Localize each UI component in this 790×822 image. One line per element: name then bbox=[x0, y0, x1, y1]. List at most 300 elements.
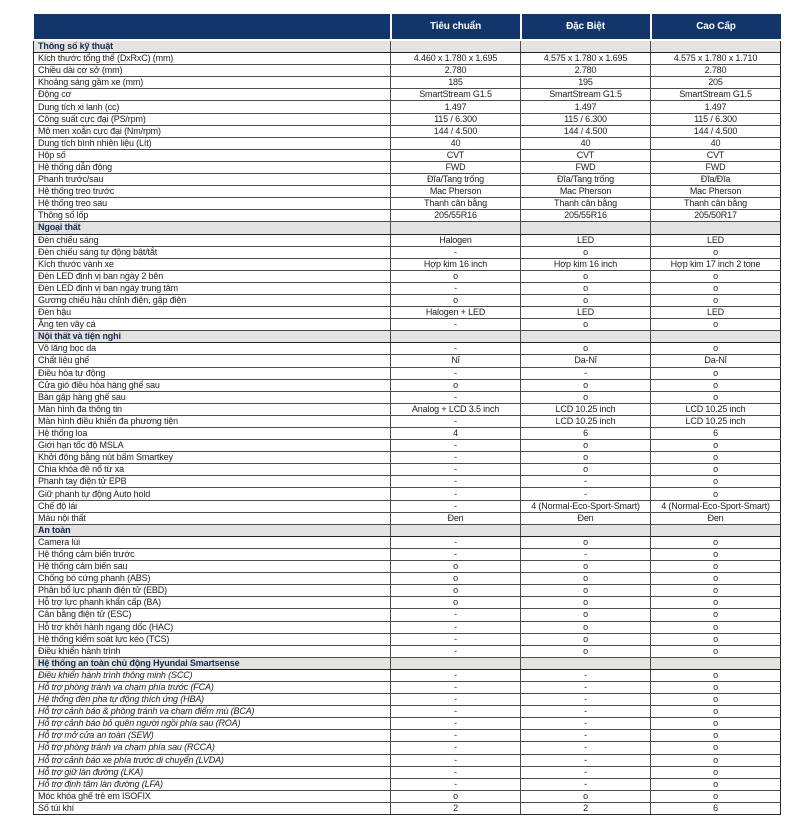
spec-value: o bbox=[651, 742, 781, 754]
spec-label: Màn hình đa thông tin bbox=[34, 403, 391, 415]
spec-row bbox=[34, 355, 781, 367]
spec-row bbox=[34, 258, 781, 270]
spec-value: o bbox=[651, 609, 781, 621]
spec-value: 115 / 6.300 bbox=[651, 113, 781, 125]
spec-value: 205/50R17 bbox=[651, 210, 781, 222]
spec-label: Khoảng sáng gầm xe (mm) bbox=[34, 77, 391, 89]
section-empty-cell bbox=[521, 657, 651, 669]
spec-value: 1.497 bbox=[391, 101, 521, 113]
spec-value: o bbox=[521, 270, 651, 282]
spec-row bbox=[34, 561, 781, 573]
spec-label: Vô lăng bọc da bbox=[34, 343, 391, 355]
spec-value: o bbox=[521, 391, 651, 403]
spec-value: LCD 10.25 inch bbox=[521, 415, 651, 427]
spec-value: o bbox=[391, 294, 521, 306]
spec-row bbox=[34, 681, 781, 693]
spec-label: Hỗ trợ lực phanh khẩn cấp (BA) bbox=[34, 597, 391, 609]
spec-value: o bbox=[651, 536, 781, 548]
spec-row bbox=[34, 754, 781, 766]
spec-table bbox=[33, 14, 781, 815]
spec-row bbox=[34, 415, 781, 427]
spec-value: o bbox=[651, 367, 781, 379]
spec-value: o bbox=[391, 561, 521, 573]
spec-value: o bbox=[391, 790, 521, 802]
spec-value: - bbox=[521, 754, 651, 766]
spec-label: Cân bằng điện tử (ESC) bbox=[34, 609, 391, 621]
spec-value: - bbox=[521, 681, 651, 693]
spec-value: 144 / 4.500 bbox=[651, 125, 781, 137]
section-empty-cell bbox=[651, 524, 781, 536]
spec-label: Màn hình điều khiển đa phương tiện bbox=[34, 415, 391, 427]
spec-row bbox=[34, 464, 781, 476]
spec-value: LCD 10.25 inch bbox=[651, 415, 781, 427]
spec-value: FWD bbox=[651, 161, 781, 173]
spec-value: - bbox=[521, 778, 651, 790]
spec-value: - bbox=[391, 415, 521, 427]
spec-label: Khởi động bằng nút bấm Smartkey bbox=[34, 452, 391, 464]
header-col-premium: Cao Cấp bbox=[651, 14, 781, 40]
spec-row bbox=[34, 718, 781, 730]
spec-label: Động cơ bbox=[34, 89, 391, 101]
spec-value: - bbox=[391, 681, 521, 693]
spec-value: Thanh cân bằng bbox=[391, 198, 521, 210]
spec-value: Hợp kim 17 inch 2 tone bbox=[651, 258, 781, 270]
section-empty-cell bbox=[651, 657, 781, 669]
spec-value: o bbox=[651, 766, 781, 778]
spec-value: 4.575 x 1.780 x 1.695 bbox=[521, 53, 651, 65]
spec-row bbox=[34, 270, 781, 282]
spec-value: Thanh cân bằng bbox=[521, 198, 651, 210]
spec-value: o bbox=[651, 621, 781, 633]
spec-row bbox=[34, 234, 781, 246]
spec-row bbox=[34, 53, 781, 65]
spec-value: - bbox=[391, 742, 521, 754]
spec-value: 2 bbox=[521, 802, 651, 814]
spec-value: 144 / 4.500 bbox=[521, 125, 651, 137]
spec-row bbox=[34, 706, 781, 718]
spec-value: Analog + LCD 3.5 inch bbox=[391, 403, 521, 415]
spec-row bbox=[34, 730, 781, 742]
spec-value: 6 bbox=[521, 428, 651, 440]
spec-row bbox=[34, 246, 781, 258]
spec-value: o bbox=[521, 319, 651, 331]
spec-value: SmartStream G1.5 bbox=[391, 89, 521, 101]
section-title: Thông số kỹ thuật bbox=[34, 40, 391, 53]
section-empty-cell bbox=[521, 40, 651, 53]
spec-label: Hỗ trợ cảnh báo bỏ quên người ngồi phía sau (ROA) bbox=[34, 718, 391, 730]
spec-row bbox=[34, 125, 781, 137]
spec-value: - bbox=[391, 766, 521, 778]
spec-label: Hệ thống kiểm soát lực kéo (TCS) bbox=[34, 633, 391, 645]
spec-row bbox=[34, 149, 781, 161]
spec-value: Mac Pherson bbox=[391, 186, 521, 198]
spec-value: - bbox=[391, 282, 521, 294]
spec-value: 2.780 bbox=[521, 65, 651, 77]
spec-value: 205/55R16 bbox=[391, 210, 521, 222]
spec-value: Mac Pherson bbox=[651, 186, 781, 198]
spec-value: 40 bbox=[521, 137, 651, 149]
spec-row bbox=[34, 294, 781, 306]
spec-row bbox=[34, 609, 781, 621]
spec-label: Số túi khí bbox=[34, 802, 391, 814]
spec-row bbox=[34, 536, 781, 548]
spec-value: o bbox=[521, 561, 651, 573]
section-title: An toàn bbox=[34, 524, 391, 536]
spec-value: - bbox=[391, 730, 521, 742]
spec-label: Hệ thống loa bbox=[34, 428, 391, 440]
spec-label: Đèn LED định vị ban ngày 2 bên bbox=[34, 270, 391, 282]
spec-value: - bbox=[521, 367, 651, 379]
spec-value: 195 bbox=[521, 77, 651, 89]
spec-value: 115 / 6.300 bbox=[521, 113, 651, 125]
spec-label: Đèn chiếu sáng tự động bật/tắt bbox=[34, 246, 391, 258]
spec-row bbox=[34, 512, 781, 524]
spec-value: Đen bbox=[391, 512, 521, 524]
spec-value: o bbox=[521, 645, 651, 657]
spec-label: Phân bổ lực phanh điện tử (EBD) bbox=[34, 585, 391, 597]
spec-value: - bbox=[391, 645, 521, 657]
spec-label: Phanh tay điện tử EPB bbox=[34, 476, 391, 488]
section-title: Hệ thống an toàn chủ động Hyundai Smartsense bbox=[34, 657, 391, 669]
spec-label: Điều khiển hành trình thông minh (SCC) bbox=[34, 669, 391, 681]
spec-value: o bbox=[521, 573, 651, 585]
section-empty-cell bbox=[521, 524, 651, 536]
spec-row bbox=[34, 440, 781, 452]
spec-value: 4.575 x 1.780 x 1.710 bbox=[651, 53, 781, 65]
spec-value: CVT bbox=[391, 149, 521, 161]
spec-label: Chiều dài cơ sở (mm) bbox=[34, 65, 391, 77]
spec-row bbox=[34, 65, 781, 77]
spec-row bbox=[34, 573, 781, 585]
spec-value: o bbox=[521, 452, 651, 464]
spec-value: - bbox=[391, 669, 521, 681]
spec-label: Chìa khóa đề nổ từ xa bbox=[34, 464, 391, 476]
spec-value: Halogen bbox=[391, 234, 521, 246]
spec-row bbox=[34, 428, 781, 440]
spec-value: - bbox=[521, 476, 651, 488]
spec-label: Hỗ trợ giữ làn đường (LKA) bbox=[34, 766, 391, 778]
spec-value: - bbox=[391, 464, 521, 476]
spec-value: LED bbox=[521, 234, 651, 246]
spec-value: 1.497 bbox=[521, 101, 651, 113]
spec-value: o bbox=[521, 585, 651, 597]
spec-value: Halogen + LED bbox=[391, 307, 521, 319]
spec-value: - bbox=[521, 694, 651, 706]
spec-value: LED bbox=[651, 307, 781, 319]
spec-value: o bbox=[651, 669, 781, 681]
spec-row bbox=[34, 790, 781, 802]
spec-label: Đèn LED định vị ban ngày trung tâm bbox=[34, 282, 391, 294]
spec-row bbox=[34, 452, 781, 464]
spec-value: o bbox=[521, 379, 651, 391]
spec-value: Mac Pherson bbox=[521, 186, 651, 198]
spec-row bbox=[34, 113, 781, 125]
spec-label: Hỗ trợ cảnh báo xe phía trước di chuyển (LVDA) bbox=[34, 754, 391, 766]
spec-value: - bbox=[391, 718, 521, 730]
spec-row bbox=[34, 282, 781, 294]
spec-row bbox=[34, 174, 781, 186]
spec-value: o bbox=[651, 464, 781, 476]
spec-label: Chống bó cứng phanh (ABS) bbox=[34, 573, 391, 585]
spec-row bbox=[34, 319, 781, 331]
spec-row bbox=[34, 161, 781, 173]
spec-value: - bbox=[391, 488, 521, 500]
spec-table-body bbox=[34, 40, 781, 815]
spec-value: o bbox=[521, 464, 651, 476]
spec-label: Mô men xoắn cực đại (Nm/rpm) bbox=[34, 125, 391, 137]
section-row bbox=[34, 524, 781, 536]
spec-value: o bbox=[391, 379, 521, 391]
spec-value: o bbox=[651, 778, 781, 790]
section-empty-cell bbox=[521, 331, 651, 343]
spec-value: 185 bbox=[391, 77, 521, 89]
spec-value: Đĩa/Đĩa bbox=[651, 174, 781, 186]
spec-label: Công suất cực đại (PS/rpm) bbox=[34, 113, 391, 125]
spec-value: o bbox=[651, 282, 781, 294]
spec-value: o bbox=[521, 621, 651, 633]
section-row bbox=[34, 331, 781, 343]
spec-value: o bbox=[391, 573, 521, 585]
spec-value: 205 bbox=[651, 77, 781, 89]
spec-value: 2 bbox=[391, 802, 521, 814]
spec-value: - bbox=[521, 718, 651, 730]
section-row bbox=[34, 222, 781, 234]
spec-label: Thông số lốp bbox=[34, 210, 391, 222]
spec-value: Đen bbox=[521, 512, 651, 524]
spec-value: o bbox=[651, 270, 781, 282]
spec-value: - bbox=[391, 754, 521, 766]
spec-value: - bbox=[391, 246, 521, 258]
spec-value: - bbox=[391, 476, 521, 488]
spec-value: 115 / 6.300 bbox=[391, 113, 521, 125]
spec-value: - bbox=[391, 633, 521, 645]
spec-value: - bbox=[521, 669, 651, 681]
spec-value: o bbox=[651, 681, 781, 693]
spec-value: 1.497 bbox=[651, 101, 781, 113]
spec-value: Hợp kim 16 inch bbox=[521, 258, 651, 270]
section-empty-cell bbox=[391, 657, 521, 669]
spec-value: 40 bbox=[391, 137, 521, 149]
spec-value: - bbox=[521, 742, 651, 754]
spec-value: Da-Nỉ bbox=[521, 355, 651, 367]
spec-label: Hỗ trợ định tâm làn đường (LFA) bbox=[34, 778, 391, 790]
spec-value: o bbox=[651, 730, 781, 742]
spec-value: o bbox=[651, 440, 781, 452]
spec-label: Hệ thống cảm biến sau bbox=[34, 561, 391, 573]
spec-value: LED bbox=[651, 234, 781, 246]
spec-value: 2.780 bbox=[651, 65, 781, 77]
spec-value: o bbox=[651, 585, 781, 597]
spec-value: o bbox=[651, 790, 781, 802]
spec-label: Chế độ lái bbox=[34, 500, 391, 512]
spec-label: Ăng ten vây cá bbox=[34, 319, 391, 331]
spec-value: 6 bbox=[651, 802, 781, 814]
spec-row bbox=[34, 669, 781, 681]
spec-label: Hỗ trợ khởi hành ngang dốc (HAC) bbox=[34, 621, 391, 633]
spec-label: Hộp số bbox=[34, 149, 391, 161]
spec-value: - bbox=[521, 730, 651, 742]
section-empty-cell bbox=[391, 40, 521, 53]
section-empty-cell bbox=[651, 331, 781, 343]
spec-label: Dung tích bình nhiên liệu (Lít) bbox=[34, 137, 391, 149]
spec-label: Đèn chiếu sáng bbox=[34, 234, 391, 246]
spec-label: Dung tích xi lanh (cc) bbox=[34, 101, 391, 113]
spec-row bbox=[34, 476, 781, 488]
spec-value: SmartStream G1.5 bbox=[521, 89, 651, 101]
spec-row bbox=[34, 77, 781, 89]
spec-value: LCD 10.25 inch bbox=[521, 403, 651, 415]
spec-value: - bbox=[391, 452, 521, 464]
spec-row bbox=[34, 391, 781, 403]
spec-value: o bbox=[651, 597, 781, 609]
spec-row bbox=[34, 500, 781, 512]
spec-label: Đèn hậu bbox=[34, 307, 391, 319]
spec-value: o bbox=[521, 633, 651, 645]
spec-label: Hỗ trợ phòng tránh va chạm phía trước (FCA) bbox=[34, 681, 391, 693]
spec-value: Đĩa/Tang trống bbox=[521, 174, 651, 186]
spec-label: Hỗ trợ cảnh báo & phòng tránh va chạm điểm mù (BCA) bbox=[34, 706, 391, 718]
section-row bbox=[34, 657, 781, 669]
spec-value: o bbox=[651, 548, 781, 560]
spec-value: - bbox=[391, 391, 521, 403]
spec-value: - bbox=[521, 766, 651, 778]
spec-label: Hỗ trợ phòng tránh va chạm phía sau (RCCA) bbox=[34, 742, 391, 754]
spec-value: o bbox=[651, 645, 781, 657]
spec-value: - bbox=[391, 343, 521, 355]
spec-value: o bbox=[651, 319, 781, 331]
spec-value: 40 bbox=[651, 137, 781, 149]
spec-value: FWD bbox=[391, 161, 521, 173]
spec-value: - bbox=[391, 440, 521, 452]
spec-value: CVT bbox=[651, 149, 781, 161]
spec-value: o bbox=[651, 633, 781, 645]
section-title: Nội thất và tiện nghi bbox=[34, 331, 391, 343]
spec-row bbox=[34, 403, 781, 415]
header-empty-cell bbox=[34, 14, 391, 40]
spec-value: SmartStream G1.5 bbox=[651, 89, 781, 101]
spec-value: o bbox=[651, 573, 781, 585]
spec-value: o bbox=[521, 282, 651, 294]
section-empty-cell bbox=[391, 331, 521, 343]
spec-label: Điều khiển hành trình bbox=[34, 645, 391, 657]
spec-row bbox=[34, 778, 781, 790]
spec-row bbox=[34, 367, 781, 379]
spec-value: o bbox=[391, 270, 521, 282]
spec-label: Cửa gió điều hòa hàng ghế sau bbox=[34, 379, 391, 391]
section-empty-cell bbox=[651, 222, 781, 234]
spec-table-header bbox=[34, 14, 781, 40]
spec-value: o bbox=[521, 609, 651, 621]
spec-row bbox=[34, 585, 781, 597]
spec-row bbox=[34, 621, 781, 633]
spec-value: - bbox=[391, 609, 521, 621]
spec-value: Hợp kim 16 inch bbox=[391, 258, 521, 270]
spec-value: Thanh cân bằng bbox=[651, 198, 781, 210]
spec-value: o bbox=[521, 790, 651, 802]
spec-label: Bàn gập hàng ghế sau bbox=[34, 391, 391, 403]
spec-value: 205/55R16 bbox=[521, 210, 651, 222]
spec-row bbox=[34, 548, 781, 560]
spec-value: o bbox=[391, 597, 521, 609]
section-empty-cell bbox=[651, 40, 781, 53]
spec-row bbox=[34, 343, 781, 355]
spec-label: Hệ thống cảm biến trước bbox=[34, 548, 391, 560]
spec-label: Hỗ trợ mở cửa an toàn (SEW) bbox=[34, 730, 391, 742]
spec-label: Giới hạn tốc độ MSLA bbox=[34, 440, 391, 452]
spec-row bbox=[34, 633, 781, 645]
spec-value: CVT bbox=[521, 149, 651, 161]
spec-label: Hệ thống treo trước bbox=[34, 186, 391, 198]
spec-value: o bbox=[651, 294, 781, 306]
spec-value: o bbox=[521, 597, 651, 609]
spec-row bbox=[34, 488, 781, 500]
spec-value: o bbox=[521, 246, 651, 258]
spec-value: 4.460 x 1.780 x 1.695 bbox=[391, 53, 521, 65]
section-empty-cell bbox=[391, 222, 521, 234]
spec-value: o bbox=[651, 246, 781, 258]
spec-row bbox=[34, 89, 781, 101]
spec-row bbox=[34, 186, 781, 198]
spec-label: Chất liệu ghế bbox=[34, 355, 391, 367]
spec-value: - bbox=[521, 706, 651, 718]
spec-label: Camera lùi bbox=[34, 536, 391, 548]
spec-value: o bbox=[521, 294, 651, 306]
spec-value: - bbox=[391, 500, 521, 512]
spec-value: 4 (Normal-Eco-Sport-Smart) bbox=[521, 500, 651, 512]
spec-value: Da-Nỉ bbox=[651, 355, 781, 367]
spec-value: o bbox=[651, 452, 781, 464]
spec-value: - bbox=[391, 706, 521, 718]
spec-row bbox=[34, 694, 781, 706]
spec-row bbox=[34, 379, 781, 391]
spec-label: Gương chiếu hậu chỉnh điện, gập điện bbox=[34, 294, 391, 306]
spec-row bbox=[34, 645, 781, 657]
spec-value: - bbox=[391, 778, 521, 790]
spec-value: - bbox=[391, 621, 521, 633]
spec-value: 6 bbox=[651, 428, 781, 440]
spec-value: - bbox=[391, 319, 521, 331]
spec-label: Phanh trước/sau bbox=[34, 174, 391, 186]
spec-row bbox=[34, 210, 781, 222]
section-empty-cell bbox=[391, 524, 521, 536]
spec-value: o bbox=[521, 343, 651, 355]
spec-value: o bbox=[651, 694, 781, 706]
spec-row bbox=[34, 137, 781, 149]
spec-row bbox=[34, 742, 781, 754]
spec-value: - bbox=[391, 536, 521, 548]
spec-label: Điều hòa tự động bbox=[34, 367, 391, 379]
spec-label: Móc khóa ghế trẻ em ISOFIX bbox=[34, 790, 391, 802]
spec-value: o bbox=[651, 706, 781, 718]
spec-value: o bbox=[651, 343, 781, 355]
spec-value: 2.780 bbox=[391, 65, 521, 77]
section-title: Ngoại thất bbox=[34, 222, 391, 234]
spec-value: - bbox=[521, 548, 651, 560]
spec-value: o bbox=[651, 561, 781, 573]
spec-value: Đĩa/Tang trống bbox=[391, 174, 521, 186]
section-row bbox=[34, 40, 781, 53]
spec-value: o bbox=[521, 440, 651, 452]
spec-value: o bbox=[651, 379, 781, 391]
spec-value: - bbox=[391, 367, 521, 379]
spec-value: 4 (Normal-Eco-Sport-Smart) bbox=[651, 500, 781, 512]
spec-row bbox=[34, 307, 781, 319]
spec-value: LED bbox=[521, 307, 651, 319]
spec-label: Hệ thống đèn pha tự động thích ứng (HBA) bbox=[34, 694, 391, 706]
spec-value: o bbox=[391, 585, 521, 597]
spec-value: FWD bbox=[521, 161, 651, 173]
header-col-special: Đặc Biệt bbox=[521, 14, 651, 40]
